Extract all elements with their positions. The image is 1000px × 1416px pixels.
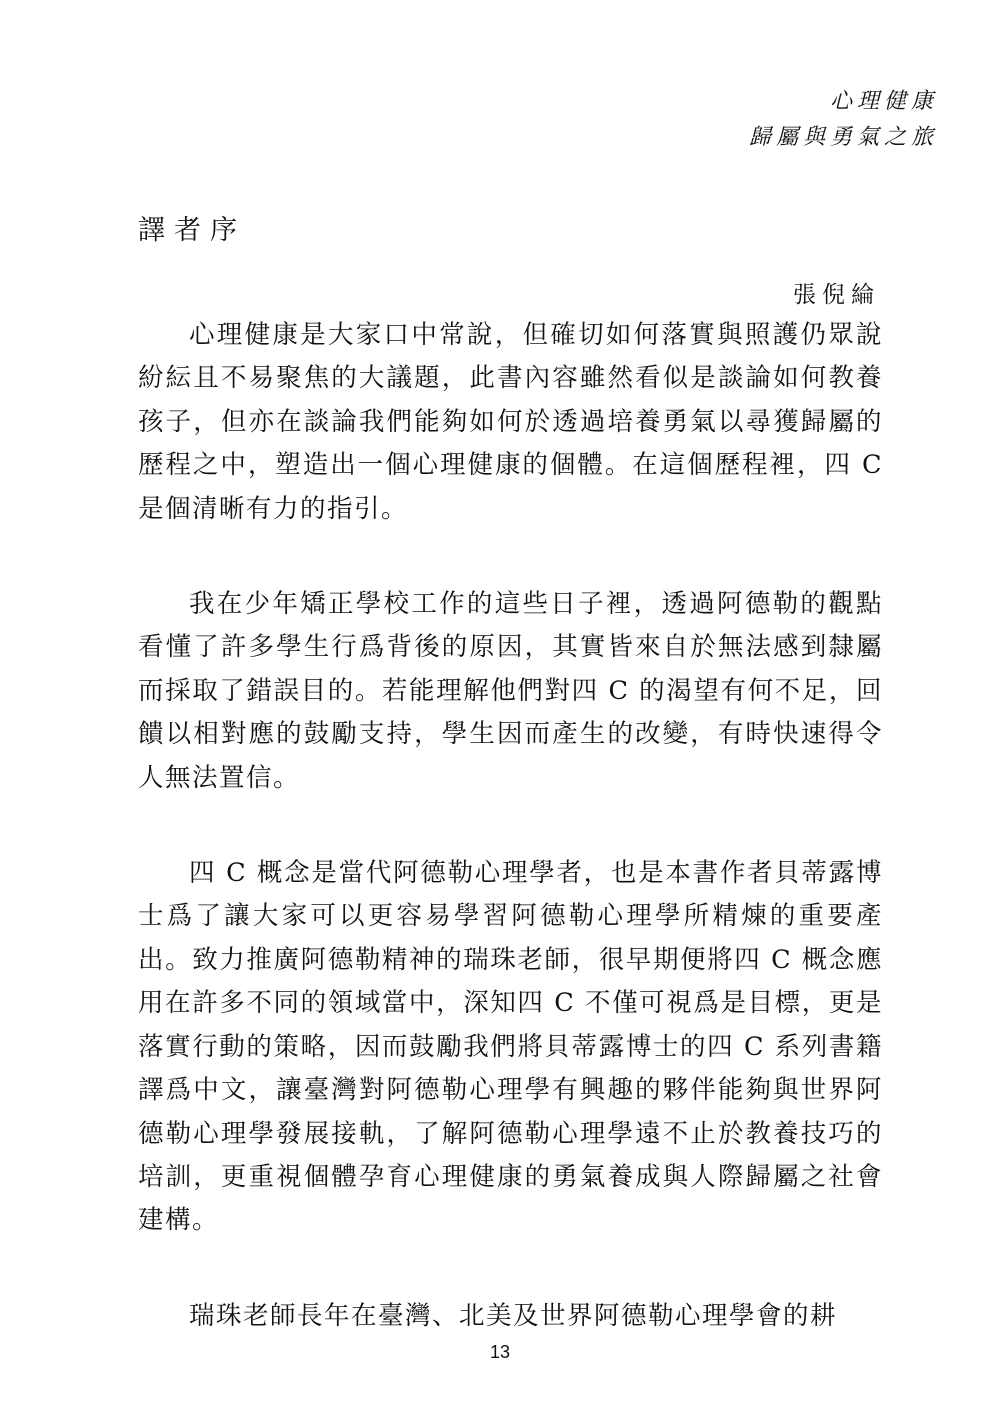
paragraph-3: 四 C 概念是當代阿德勒心理學者，也是本書作者貝蒂露博士爲了讓大家可以更容易學習阿德勒心理學所精煉的重要產出。致力推廣阿德勒精神的瑞珠老師，很早期便將四 C 概念應用在許多不同的領域當中，深知四 C 不僅可視爲是目標，更是落實行動的策略，因而鼓勵我們將貝蒂露博士的四 C 系列書籍譯爲中文，讓臺灣對阿德勒心理學有興趣的夥伴能夠與世界阿德勒心理學發展接軌，了解阿德勒心理學遠不止於教養技巧的培訓，更重視個體孕育心理健康的勇氣養成與人際歸屬之社會建構。 xyxy=(138,858,883,1236)
paragraph-4: 瑞珠老師長年在臺灣、北美及世界阿德勒心理學會的耕 xyxy=(189,1300,838,1331)
header-book-title: 歸屬與勇氣之旅 xyxy=(748,125,938,150)
paragraph-1: 心理健康是大家口中常說，但確切如何落實與照護仍眾說紛紜且不易聚焦的大議題，此書內容雖然看似是談論如何教養孩子，但亦在談論我們能夠如何於透過培養勇氣以尋獲歸屬的歷程之中，塑造出一個心理健康的個體。在這個歷程裡，四 C 是個清晰有力的指引。 xyxy=(138,320,883,524)
page-number: 13 xyxy=(489,1342,511,1362)
section-title: 譯者序 xyxy=(138,215,246,246)
paragraph-2: 我在少年矯正學校工作的這些日子裡，透過阿德勒的觀點看懂了許多學生行爲背後的原因，其實皆來自於無法感到隸屬而採取了錯誤目的。若能理解他們對四 C 的渴望有何不足，回饋以相對應的鼓勵支持，學生因而產生的改變，有時快速得令人無法置信。 xyxy=(138,589,883,793)
body-text xyxy=(138,314,883,1338)
translator-name: 張倪綸 xyxy=(793,282,880,308)
header-book-series: 心理健康 xyxy=(829,89,938,114)
running-header xyxy=(749,84,938,156)
